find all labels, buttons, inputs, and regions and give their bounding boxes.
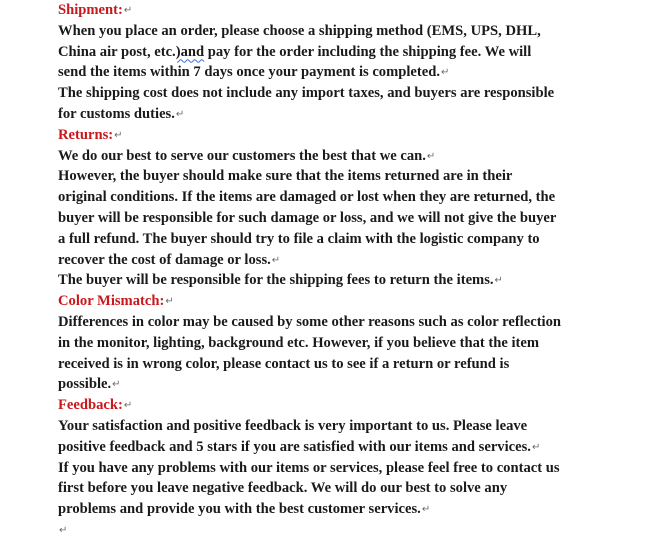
text-line: The buyer will be responsible for the shipping fees to return the items.↵ — [58, 272, 503, 289]
text-line: Differences in color may be caused by some other reasons such as color reflection — [58, 313, 562, 330]
paragraph-mark-icon: ↵ — [426, 150, 436, 162]
text-line: However, the buyer should make sure that the items returned are in their — [58, 168, 513, 185]
text-line: for customs duties.↵ — [58, 105, 185, 122]
text-line: possible.↵ — [58, 376, 121, 393]
text-line: China air post, etc.)and pay for the order including the shipping fee. We will — [58, 43, 532, 60]
paragraph-mark-icon: ↵ — [494, 275, 503, 287]
text-line: The shipping cost does not include any import taxes, and buyers are responsible — [58, 85, 555, 102]
text-line: received is in wrong color, please contact us to see if a return or refund is — [58, 355, 510, 372]
text-line: first before you leave negative feedback. We will do our best to solve any — [58, 480, 508, 497]
paragraph-mark-icon: ↵ — [531, 441, 541, 453]
spellcheck-flagged-word[interactable]: )and — [175, 43, 205, 60]
text-line: If you have any problems with our items or services, please feel free to contact us — [58, 459, 560, 476]
text-line: buyer will be responsible for such damage or loss, and we will not give the buyer — [58, 209, 557, 226]
text-line: recover the cost of damage or loss.↵ — [58, 251, 281, 268]
paragraph-mark-icon: ↵ — [114, 129, 123, 141]
empty-paragraph — [58, 520, 650, 541]
paragraph-mark-icon: ↵ — [175, 108, 185, 120]
text-line: a full refund. The buyer should try to file a claim with the logistic company to — [58, 230, 540, 247]
paragraph-mark-icon: ↵ — [441, 67, 450, 79]
paragraph-mark-icon: ↵ — [165, 296, 174, 308]
document-body — [58, 0, 650, 541]
text-line: positive feedback and 5 stars if you are satisfied with our items and services.↵ — [58, 438, 541, 455]
text-line: in the monitor, lighting, background etc. However, if you believe that the item — [58, 334, 540, 351]
paragraph-mark-icon: ↵ — [421, 504, 431, 516]
text-line: We do our best to serve our customers the best that we can.↵ — [58, 147, 436, 164]
paragraph-mark-icon: ↵ — [271, 254, 281, 266]
text-line: Your satisfaction and positive feedback is very important to us. Please leave — [58, 417, 528, 434]
text-line: send the items within 7 days once your payment is completed.↵ — [58, 64, 450, 81]
section-heading-color-mismatch: Color Mismatch:↵ — [58, 293, 174, 310]
text-line: original conditions. If the items are damaged or lost when they are returned, the — [58, 189, 556, 206]
paragraph-mark-icon: ↵ — [123, 5, 133, 16]
text-line: problems and provide you with the best customer services.↵ — [58, 501, 431, 518]
paragraph-mark-icon: ↵ — [123, 400, 133, 412]
section-heading-returns: Returns:↵ — [58, 126, 123, 143]
section-heading-feedback: Feedback:↵ — [58, 397, 133, 414]
paragraph-mark-icon: ↵ — [112, 379, 121, 391]
paragraph-mark-icon: ↵ — [59, 524, 68, 536]
section-heading-shipment: Shipment:↵ — [58, 2, 133, 18]
text-line: When you place an order, please choose a shipping method (EMS, UPS, DHL, — [58, 22, 541, 39]
